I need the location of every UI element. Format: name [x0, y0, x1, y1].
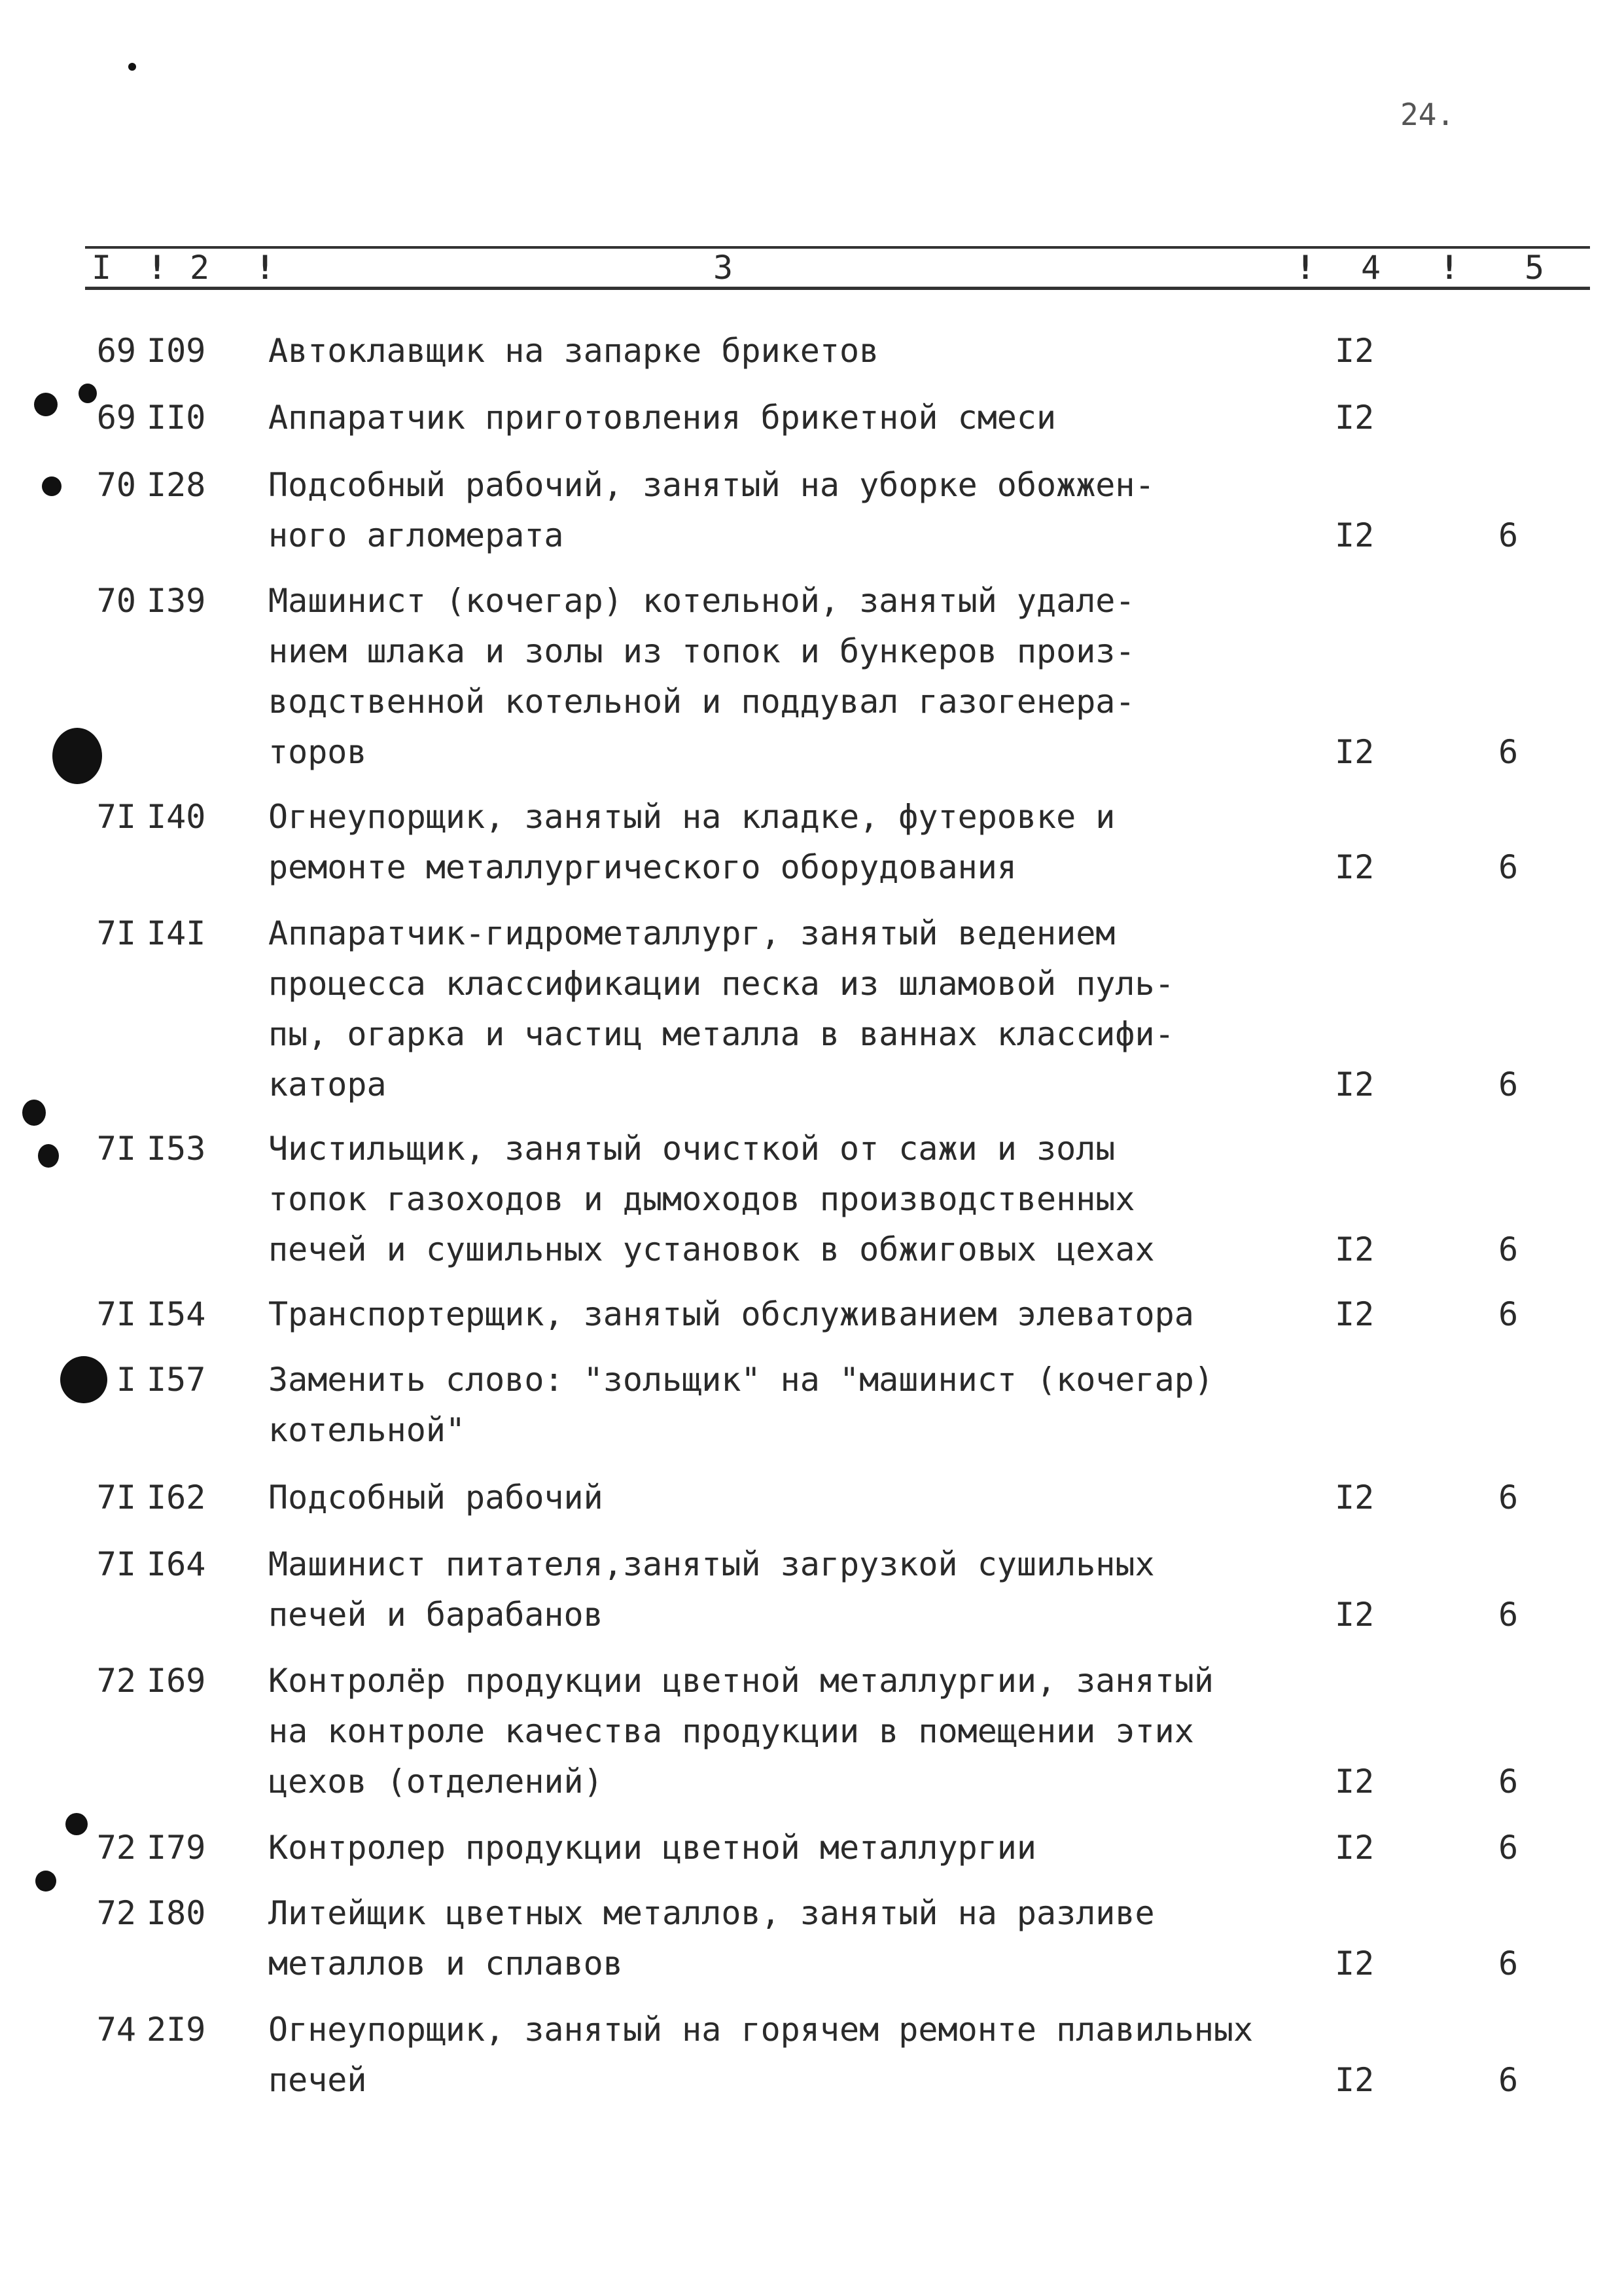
row-description	[268, 326, 1296, 376]
description-line: процесса классификации песка из шламовой пуль-	[268, 965, 1174, 1003]
row-description	[268, 792, 1296, 893]
row-description	[268, 908, 1296, 1110]
description-line: Контролёр продукции цветной металлургии, занятый	[268, 1662, 1214, 1700]
row-code-1: 72	[96, 1829, 136, 1867]
row-code-1: I	[116, 1361, 136, 1399]
description-line: печей и сушильных установок в обжиговых цехах	[268, 1230, 1155, 1268]
row-code-1: 7I	[96, 1295, 136, 1333]
row-description	[268, 576, 1296, 778]
ink-blot	[52, 728, 102, 784]
column-separator: !	[1439, 249, 1460, 287]
row-code-1: 72	[96, 1894, 136, 1932]
row-code-2: I79	[147, 1829, 206, 1867]
description-line: Контролер продукции цветной металлургии	[268, 1829, 1036, 1867]
description-line: водственной котельной и поддувал газогенера-	[268, 683, 1135, 721]
row-code-1: 7I	[96, 1130, 136, 1168]
row-description	[268, 1823, 1296, 1873]
row-code-1: 69	[96, 332, 136, 370]
row-value-4: I2	[1335, 332, 1375, 370]
row-code-2: I39	[147, 582, 206, 620]
row-value-4: I2	[1335, 1763, 1375, 1801]
row-value-4: I2	[1335, 1066, 1375, 1103]
row-code-2: I28	[147, 466, 206, 504]
row-code-1: 7I	[96, 1479, 136, 1516]
row-code-2: I64	[147, 1545, 206, 1583]
description-line: котельной"	[268, 1411, 466, 1449]
row-description	[268, 1289, 1296, 1340]
row-value-4: I2	[1335, 1230, 1375, 1268]
description-line: Литейщик цветных металлов, занятый на разливе	[268, 1894, 1155, 1932]
description-line: металлов и сплавов	[268, 1945, 623, 1982]
ink-blot	[128, 63, 136, 71]
description-line: печей и барабанов	[268, 1596, 603, 1634]
row-code-1: 7I	[96, 914, 136, 952]
row-value-4: I2	[1335, 399, 1375, 437]
row-value-4: I2	[1335, 516, 1375, 554]
column-number-5: 5	[1525, 249, 1545, 287]
row-description	[268, 393, 1296, 443]
row-code-2: I80	[147, 1894, 206, 1932]
description-line: Чистильщик, занятый очисткой от сажи и золы	[268, 1130, 1116, 1168]
description-line: Заменить слово: "зольщик" на "машинист (кочегар)	[268, 1361, 1214, 1399]
row-value-4: I2	[1335, 1829, 1375, 1867]
description-line: топок газоходов и дымоходов производственных	[268, 1180, 1135, 1218]
row-value-4: I2	[1335, 1596, 1375, 1634]
description-line: катора	[268, 1066, 387, 1103]
ink-blot	[42, 476, 62, 496]
row-code-1: 72	[96, 1662, 136, 1700]
row-value-5: 6	[1498, 2061, 1519, 2099]
description-line: ремонте металлургического оборудования	[268, 848, 1017, 886]
description-line: пы, огарка и частиц металла в ваннах классифи-	[268, 1015, 1174, 1053]
row-value-5: 6	[1498, 516, 1519, 554]
row-description	[268, 2005, 1296, 2106]
row-description	[268, 1473, 1296, 1523]
header-rule-bottom	[85, 287, 1590, 290]
column-numbers-header	[0, 249, 1607, 287]
row-description	[268, 1656, 1296, 1807]
description-line: нием шлака и золы из топок и бункеров произ-	[268, 632, 1135, 670]
description-line: цехов (отделений)	[268, 1763, 603, 1801]
column-separator: !	[1296, 249, 1316, 287]
description-line: Автоклавщик на запарке брикетов	[268, 332, 879, 370]
row-value-5: 6	[1498, 1230, 1519, 1268]
row-value-5: 6	[1498, 733, 1519, 771]
row-code-1: 74	[96, 2011, 136, 2049]
row-code-1: 7I	[96, 1545, 136, 1583]
row-description	[268, 460, 1296, 561]
row-code-2: I62	[147, 1479, 206, 1516]
description-line: Транспортерщик, занятый обслуживанием элеватора	[268, 1295, 1194, 1333]
row-value-5: 6	[1498, 1829, 1519, 1867]
row-value-5: 6	[1498, 1479, 1519, 1516]
description-line: ного агломерата	[268, 516, 564, 554]
row-description	[268, 1539, 1296, 1640]
column-separator: !	[255, 249, 275, 287]
description-line: Огнеупорщик, занятый на кладке, футеровке и	[268, 798, 1116, 836]
ink-blot	[65, 1813, 88, 1835]
row-description	[268, 1888, 1296, 1989]
description-line: Машинист (кочегар) котельной, занятый удале-	[268, 582, 1135, 620]
row-code-2: I57	[147, 1361, 206, 1399]
description-line: Машинист питателя,занятый загрузкой сушильных	[268, 1545, 1155, 1583]
column-number-2: 2	[190, 249, 210, 287]
row-code-2: I40	[147, 798, 206, 836]
row-code-2: I4I	[147, 914, 206, 952]
row-code-1: 70	[96, 582, 136, 620]
ink-blot	[34, 393, 58, 416]
row-code-1: 69	[96, 399, 136, 437]
row-value-4: I2	[1335, 1945, 1375, 1982]
description-line: на контроле качества продукции в помещении этих	[268, 1712, 1194, 1750]
row-value-4: I2	[1335, 2061, 1375, 2099]
row-description	[268, 1124, 1296, 1275]
row-code-2: 2I9	[147, 2011, 206, 2049]
row-value-4: I2	[1335, 848, 1375, 886]
row-code-1: 70	[96, 466, 136, 504]
column-number-1: I	[92, 249, 112, 287]
row-value-5: 6	[1498, 848, 1519, 886]
row-value-5: 6	[1498, 1596, 1519, 1634]
page-number: 24.	[1400, 97, 1455, 132]
ink-blot	[60, 1356, 107, 1403]
ink-blot	[22, 1100, 46, 1126]
row-value-5: 6	[1498, 1066, 1519, 1103]
row-code-2: II0	[147, 399, 206, 437]
description-line: печей	[268, 2061, 367, 2099]
row-value-5: 6	[1498, 1295, 1519, 1333]
description-line: Аппаратчик-гидрометаллург, занятый ведением	[268, 914, 1116, 952]
description-line: Аппаратчик приготовления брикетной смеси	[268, 399, 1057, 437]
column-number-4: 4	[1361, 249, 1381, 287]
row-code-2: I09	[147, 332, 206, 370]
row-value-4: I2	[1335, 733, 1375, 771]
ink-blot	[79, 384, 97, 403]
description-line: Подсобный рабочий	[268, 1479, 603, 1516]
description-line: торов	[268, 733, 367, 771]
description-line: Подсобный рабочий, занятый на уборке обожжен-	[268, 466, 1155, 504]
row-code-2: I53	[147, 1130, 206, 1168]
row-code-2: I54	[147, 1295, 206, 1333]
row-value-5: 6	[1498, 1945, 1519, 1982]
row-code-2: I69	[147, 1662, 206, 1700]
row-value-5: 6	[1498, 1763, 1519, 1801]
column-number-3: 3	[713, 249, 733, 287]
description-line: Огнеупорщик, занятый на горячем ремонте плавильных	[268, 2011, 1254, 2049]
row-value-4: I2	[1335, 1295, 1375, 1333]
row-description	[268, 1355, 1296, 1456]
row-code-1: 7I	[96, 798, 136, 836]
ink-blot	[38, 1144, 59, 1168]
row-value-4: I2	[1335, 1479, 1375, 1516]
ink-blot	[35, 1871, 56, 1892]
column-separator: !	[147, 249, 168, 287]
